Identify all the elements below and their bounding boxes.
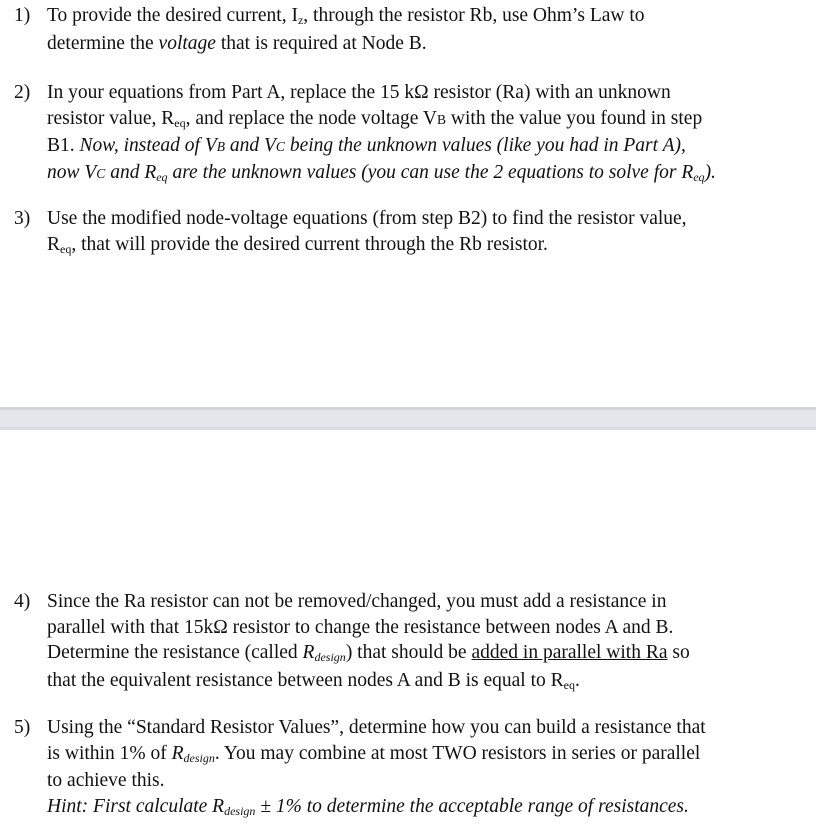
text-line: Using the “Standard Resistor Values”, determine how you can build a resistance that xyxy=(47,717,706,738)
text-line: B1. Now, instead of VB and VC being the unknown values (like you had in Part A), xyxy=(47,135,686,156)
text-line: that the equivalent resistance between nodes A and B is equal to $R_{eq}$. xyxy=(47,669,580,692)
text-line: resistor value, $R_{eq}$, and replace the node voltage VB with the value you found in step xyxy=(47,107,703,130)
step-number: 3) xyxy=(14,208,31,229)
step-5 xyxy=(14,715,810,821)
step-4 xyxy=(14,589,810,695)
text-line: parallel with that 15kΩ resistor to change the resistance between nodes A and B. xyxy=(47,616,674,638)
step-3 xyxy=(14,206,810,259)
step-number: 4) xyxy=(14,591,31,612)
text-line: Use the modified node-voltage equations (from step B2) to find the resistor value, xyxy=(47,208,687,229)
emphasis: voltage xyxy=(158,32,216,54)
step-number: 5) xyxy=(14,717,31,738)
step-1 xyxy=(14,3,810,56)
text-line: to achieve this. xyxy=(47,770,165,791)
hint-line: Hint: First calculate $R_{design} \pm 1\%$ to determine the acceptable range of resistances. xyxy=(47,795,689,818)
text-line: In your equations from Part A, replace the 15 kΩ resistor (Ra) with an unknown xyxy=(47,82,671,103)
step-number: 1) xyxy=(14,5,31,26)
text-line: Since the Ra resistor can not be removed/changed, you must add a resistance in xyxy=(47,591,667,612)
text-line: is within 1% of $R_{design}$. You may combine at most TWO resistors in series or parallel xyxy=(47,742,701,765)
step-number: 2) xyxy=(14,82,31,103)
text-line: Determine the resistance (called $R_{design}$) that should be added in parallel with Ra so xyxy=(47,642,690,664)
text-line: determine the voltage that is required at Node B. xyxy=(47,32,427,54)
text-line: To provide the desired current, $I_z$, through the resistor Rb, use Ohm’s Law to xyxy=(47,5,645,27)
text-line: now VC and $R_{eq}$ are the unknown values (you can use the 2 equations to solve for $R_{eq}$). xyxy=(47,161,716,184)
underlined-phrase: added in parallel with Ra xyxy=(471,642,668,663)
text-line: $R_{eq}$, that will provide the desired current through the Rb resistor. xyxy=(47,233,548,256)
page-divider xyxy=(0,407,816,430)
step-2 xyxy=(14,80,810,187)
